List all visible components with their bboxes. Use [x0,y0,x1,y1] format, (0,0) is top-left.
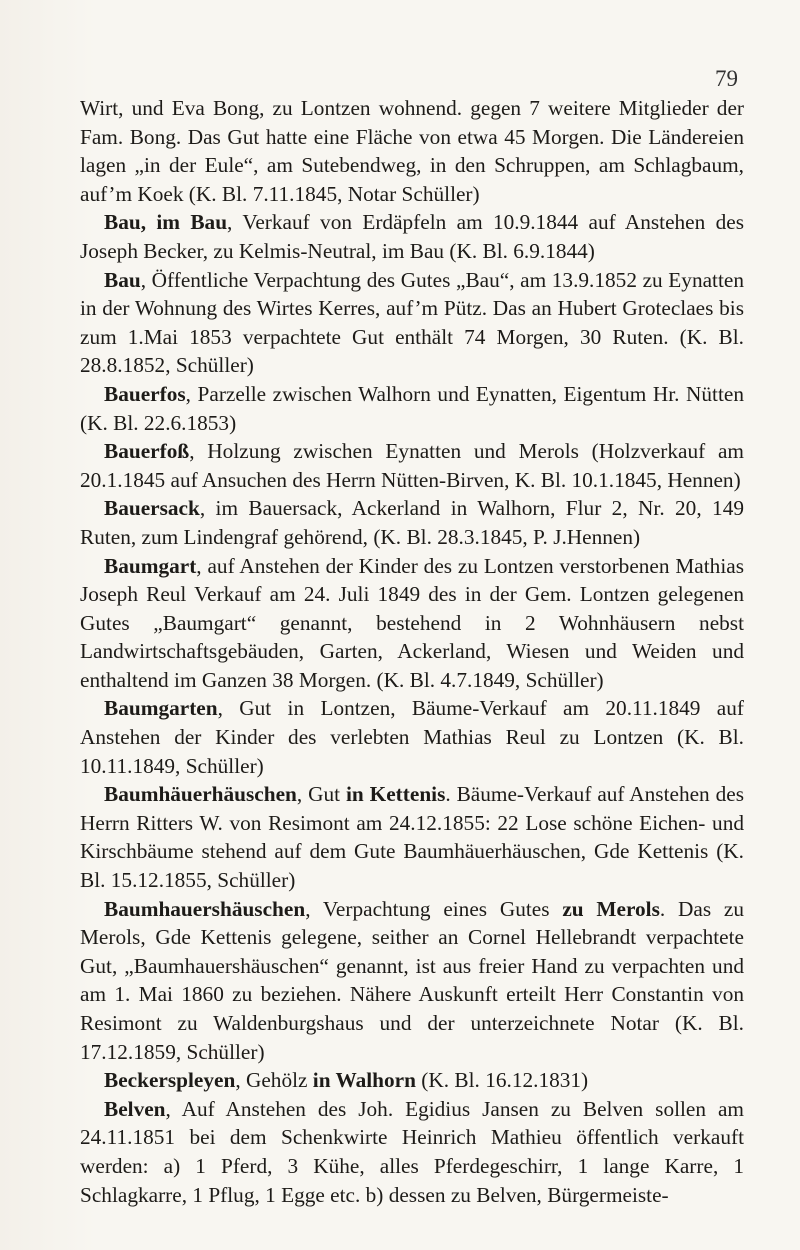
entry-text: , Auf Anstehen des Joh. Egidius Jansen zu Belven sollen am 24.11.1851 bei dem Schenkwirte Heinrich Mathieu öffentlich verkauft werden: a) 1 Pferd, 3 Kühe, alles Pferdegeschirr, 1 lange Karre, 1 Schlagkarre, 1 Pflug, 1 Egge etc. b) dessen zu Belven, Bürgermeiste- [80,1096,744,1207]
entry-beckerspleyen [80,1066,744,1095]
entry-bauerfoss [80,437,744,494]
entry-text: , Gut [296,782,346,807]
entry-baumhauershaeuschen [80,895,744,1067]
entry-baumhaeuerhaeuschen [80,780,744,894]
entry-text-cont: . Bäume-Verkauf auf Anstehen des Herrn Ritters W. von Resimont am 24.12.1855: 22 Lose schöne Eichen- und Kirschbäume stehend auf dem Gute Baumhäuerhäuschen, Gde Kettenis (K. Bl. 15.12.1855, Schüller) [80,782,744,893]
entry-headword: Baumhauershäuschen [104,896,306,921]
entry-text: , Holzung zwischen Eynatten und Merols (Holzverkauf am 20.1.1845 auf Ansuchen des Herrn Nütten-Birven, K. Bl. 10.1.1845, Hennen) [80,439,744,492]
entry-text: , Gehölz [235,1068,313,1093]
entry-headword: Bau [104,267,141,292]
entry-text: , im Bauersack, Ackerland in Walhorn, Flur 2, Nr. 20, 149 Ruten, zum Lindengraf gehörend, (K. Bl. 28.3.1845, P. J.Hennen) [80,496,744,549]
entry-headword: Bauerfoß [104,439,190,464]
entry-continued [80,94,744,208]
entry-text: , Gut in Lontzen, Bäume-Verkauf am 20.11.1849 auf Anstehen der Kinder des verlebten Mathias Reul zu Lontzen (K. Bl. 10.11.1849, Schüller) [80,696,744,778]
entry-baumgart [80,552,744,695]
entry-bau-im-bau [80,208,744,265]
entry-place-bold: in Kettenis [346,782,446,807]
entry-headword: Bau, im Bau [104,210,228,235]
entry-text: , Verkauf von Erdäpfeln am 10.9.1844 auf Anstehen des Joseph Becker, zu Kelmis-Neutral, im Bau (K. Bl. 6.9.1844) [80,210,744,263]
entry-place-bold: zu Merols [562,896,660,921]
entry-text-cont: . Das zu Merols, Gde Kettenis gelegene, seither an Cornel Hellebrandt verpachtete Gut, „Baumhauershäuschen“ genannt, ist aus freier Hand zu verpachten und am 1. Mai 1860 zu beziehen. Nähere Auskunft erteilt Herr Constantin von Resimont zu Waldenburgshaus und der unterzeichnete Notar (K. Bl. 17.12.1859, Schüller) [80,896,744,1064]
entry-text: , Parzelle zwischen Walhorn und Eynatten, Eigentum Hr. Nütten (K. Bl. 22.6.1853) [80,381,744,435]
entry-bauerfos [80,380,744,437]
entry-headword: Baumgart [104,553,197,578]
entry-bauersack [80,494,744,551]
entry-text: , auf Anstehen der Kinder des zu Lontzen verstorbenen Mathias Joseph Reul Verkauf am 24. Juli 1849 des in der Gem. Lontzen gelegenen Gutes „Baumgart“ genannt, bestehend in 2 Wohnhäusern nebst Landwirtschaftsgebäuden, Garten, Ackerland, Wiesen und Weiden und enthaltend im Ganzen 38 Morgen. (K. Bl. 4.7.1849, Schüller) [80,553,744,692]
page-body [80,94,744,1209]
entry-text: Wirt, und Eva Bong, zu Lontzen wohnend. gegen 7 weitere Mitglieder der Fam. Bong. Das Gut hatte eine Fläche von etwa 45 Morgen. Die Ländereien lagen „in der Eule“, am Sutebendweg, in den Schruppen, am Schlagbaum, auf’m Koek (K. Bl. 7.11.1845, Notar Schüller) [80,96,744,206]
entry-baumgarten [80,694,744,780]
entry-text: , Verpachtung eines Gutes [305,896,563,921]
entry-headword: Baumhäuerhäuschen [104,782,297,807]
entry-text-cont: (K. Bl. 16.12.1831) [415,1068,589,1093]
entry-headword: Bauersack [104,496,200,521]
entry-place-bold: in Walhorn [312,1068,416,1093]
entry-bau [80,266,744,380]
entry-headword: Belven [104,1096,166,1121]
entry-belven [80,1095,744,1209]
entry-headword: Beckerspleyen [104,1068,236,1093]
entry-headword: Baumgarten [104,696,218,721]
entry-text: , Öffentliche Verpachtung des Gutes „Bau“, am 13.9.1852 zu Eynatten in der Wohnung des Wirtes Kerres, auf’m Pütz. Das an Hubert Groteclaes bis zum 1.Mai 1853 verpachtete Gut enthält 74 Morgen, 30 Ruten. (K. Bl. 28.8.1852, Schüller) [80,267,744,378]
page-number: 79 [715,66,738,91]
entry-headword: Bauerfos [104,381,186,406]
